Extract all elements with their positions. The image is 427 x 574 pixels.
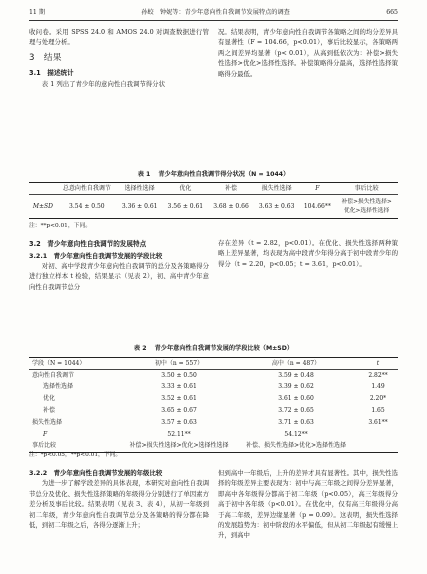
table2-cell-junior: 3.50 ± 0.50	[161, 371, 197, 379]
table1-row-label: M±SD	[32, 202, 53, 210]
table2-row-label: 事后比较	[32, 442, 57, 450]
table2-header-cell: 高中（n = 487）	[271, 359, 321, 367]
table2-body	[29, 370, 398, 453]
table1-cell: 104.66**	[303, 202, 331, 210]
left-column-top	[29, 27, 209, 90]
table1-posthoc-line: 优化>选择性选择	[343, 207, 390, 214]
results-heading: 3 结果	[29, 52, 62, 63]
table1-posthoc-line: 补偿>损失性选择>	[341, 199, 392, 206]
table2-row-label: 意向性自我调节	[32, 371, 75, 379]
table-row	[29, 381, 398, 393]
table2-header-cell: 初中（n = 557）	[154, 359, 204, 367]
table2-header-row	[29, 358, 398, 370]
stage-comparison-heading: 3.2.1 青少年意向性自我调节发展的学段比较	[29, 251, 163, 260]
table1-header-cell	[29, 183, 57, 195]
table1	[29, 182, 398, 219]
left-column-bottom	[29, 468, 209, 530]
table2	[29, 357, 398, 453]
left-column-middle	[29, 238, 209, 292]
table1-note: 注：**p<0.01，下同。	[29, 223, 92, 229]
table2-cell-senior: 3.39 ± 0.62	[278, 383, 314, 391]
table2-header-cell: 学段（N = 1044）	[32, 359, 86, 367]
table-row	[29, 370, 398, 382]
issue-number: 11 期	[29, 9, 46, 17]
table2-cell-t: 1.65	[371, 406, 385, 414]
descriptive-stats-paragraph: 表 1 列出了青少年的意向性自我调节得分状	[41, 80, 165, 89]
table2-cell-junior: 补偿>损失性选择>优化>选择性选择	[129, 442, 229, 450]
table2-cell-junior: 3.52 ± 0.61	[161, 395, 197, 403]
table1-cell: 3.68 ± 0.66	[213, 202, 249, 210]
right-column-top	[218, 27, 398, 79]
table1-header-cell: 优化	[179, 184, 192, 192]
table-row	[29, 393, 398, 405]
table2-caption	[29, 344, 398, 354]
table2-cell-senior: 3.72 ± 0.65	[278, 406, 314, 414]
table1-header-cell: 总意向性自我调节	[62, 184, 111, 192]
running-head	[29, 9, 398, 21]
table2-cell-t	[358, 428, 398, 440]
table2-cell-junior: 3.33 ± 0.61	[161, 383, 197, 391]
grade-results-paragraph: 但到高中一年级后，上升的差异才具有显著性。其中，损失性选择的年级差异主要表现为：初中与高三年级之间得分差异显著，即高中各年级得分都高于初二年级（p<0.05），高三年级得分高于初中各年级（p<0.01）。在优化中，仅有高三年级得分高于高二年级，差异边缘显著（p = 0.09）。这表明，损失性选择的发展趋势为：初中阶段的水平偏低，但从初二年级起有缓慢上升，到高中	[218, 469, 398, 540]
grade-comparison-paragraph: 为进一步了解学段差异的具体表现，本研究对意向性自我调节总分及优化、损失性选择策略的年级得分分别进行了单因素方差分析及事后比较。结果表明（见表 3、表 4），从初一年级到初二年级，青少年意向性自我调节总分及各策略的得分都在降低，到初二年级之后，各得分逐渐上升；	[29, 479, 209, 529]
table2-cell-t: 3.61**	[368, 418, 388, 426]
table1-caption	[29, 170, 398, 180]
table2-note: 注：*p<0.05，**p<0.01，下同。	[29, 452, 122, 458]
descriptive-results-paragraph: 况。结果表明，青少年意向性自我调节各策略之间的均分差异具有显著性（F = 104.66，p<0.01），事后比较显示，各策略两两之间差异均显著（p< 0.01），从高到低依次为：补偿>损失性选择>优化>选择性选择。补偿策略得分最高，选择性选择策略得分最低。	[218, 28, 398, 78]
table1-header-row	[29, 183, 398, 195]
table2-row-label: 优化	[43, 395, 56, 403]
table2-cell-senior: 补偿、损失性选择>优化>选择性选择	[245, 442, 347, 450]
table2-number: 表 2	[133, 345, 147, 352]
table2-cell-senior: 3.71 ± 0.63	[278, 418, 314, 426]
table1-header-cell: 损失性选择	[261, 184, 292, 192]
page-number: 665	[386, 9, 398, 17]
table-row	[29, 195, 398, 219]
table1-cell: 3.63 ± 0.63	[258, 202, 295, 210]
table-row	[29, 405, 398, 417]
table1-header-cell: 选择性选择	[124, 184, 155, 192]
table2-cell-senior: 54.12**	[284, 430, 308, 438]
table1-header-cell: 事后比较	[354, 184, 379, 192]
running-title: 孙蛟 钟妮等：青少年意向性自我调节发展特点的调查	[141, 9, 290, 17]
table2-cell-t: 1.49	[371, 383, 385, 391]
table2-header-cell: t	[376, 359, 380, 367]
table2-cell-senior: 3.59 ± 0.48	[278, 371, 314, 379]
stage-results-paragraph: 存在差异（t = 2.82，p<0.01）。在优化、损失性选择两种策略上差异显著，均表现为高中段青少年得分高于初中段青少年的得分（t = 2.20，p<0.05；t = 3.61，p<0.01）。	[218, 239, 398, 268]
methods-tail-paragraph: 收问卷。采用 SPSS 24.0 和 AMOS 24.0 对调查数据进行管理与处理分析。	[29, 28, 209, 47]
right-column-bottom	[218, 468, 398, 541]
table2-cell-junior: 52.11**	[167, 430, 191, 438]
development-heading: 3.2 青少年意向性自我调节的发展特点	[29, 240, 147, 248]
table2-cell-t: 2.82**	[368, 371, 388, 379]
table1-number: 表 1	[137, 171, 151, 178]
table1-header-cell: 补偿	[224, 184, 237, 192]
table2-row-label: 损失性选择	[32, 418, 63, 426]
table2-cell-junior: 3.57 ± 0.63	[161, 418, 197, 426]
table2-cell-junior: 3.65 ± 0.67	[161, 406, 197, 414]
descriptive-stats-heading: 3.1 描述统计	[29, 68, 74, 77]
table2-cell-t	[358, 440, 398, 452]
grade-comparison-heading: 3.2.2 青少年意向性自我调节发展的年级比较	[29, 469, 163, 477]
table2-row-label: F	[43, 430, 48, 438]
table-row	[29, 417, 398, 429]
table1-cell: 3.36 ± 0.61	[121, 202, 158, 210]
table-row	[29, 428, 398, 440]
table2-row-label: 选择性选择	[43, 383, 74, 391]
table1-cell: 3.54 ± 0.50	[69, 202, 105, 210]
right-column-middle	[218, 238, 398, 269]
table1-title: 青少年意向性自我调节得分状况（N = 1044）	[158, 171, 290, 178]
table1-cell: 3.56 ± 0.61	[167, 202, 204, 210]
table1-header-cell: F	[315, 184, 320, 192]
table1-posthoc-cell	[335, 195, 398, 219]
stage-comparison-paragraph: 对初、高中学段青少年意向性自我调节的总分及各策略得分进行独立样本 t 检验，结果显示（见表 2），初、高中青少年意向性自我调节总分	[29, 262, 209, 291]
table2-title: 青少年意向性自我调节发展的学段比较（M±SD）	[154, 345, 294, 352]
table2-cell-senior: 3.61 ± 0.60	[278, 395, 314, 403]
table2-cell-t: 2.20*	[369, 395, 387, 403]
table2-row-label: 补偿	[43, 406, 56, 414]
